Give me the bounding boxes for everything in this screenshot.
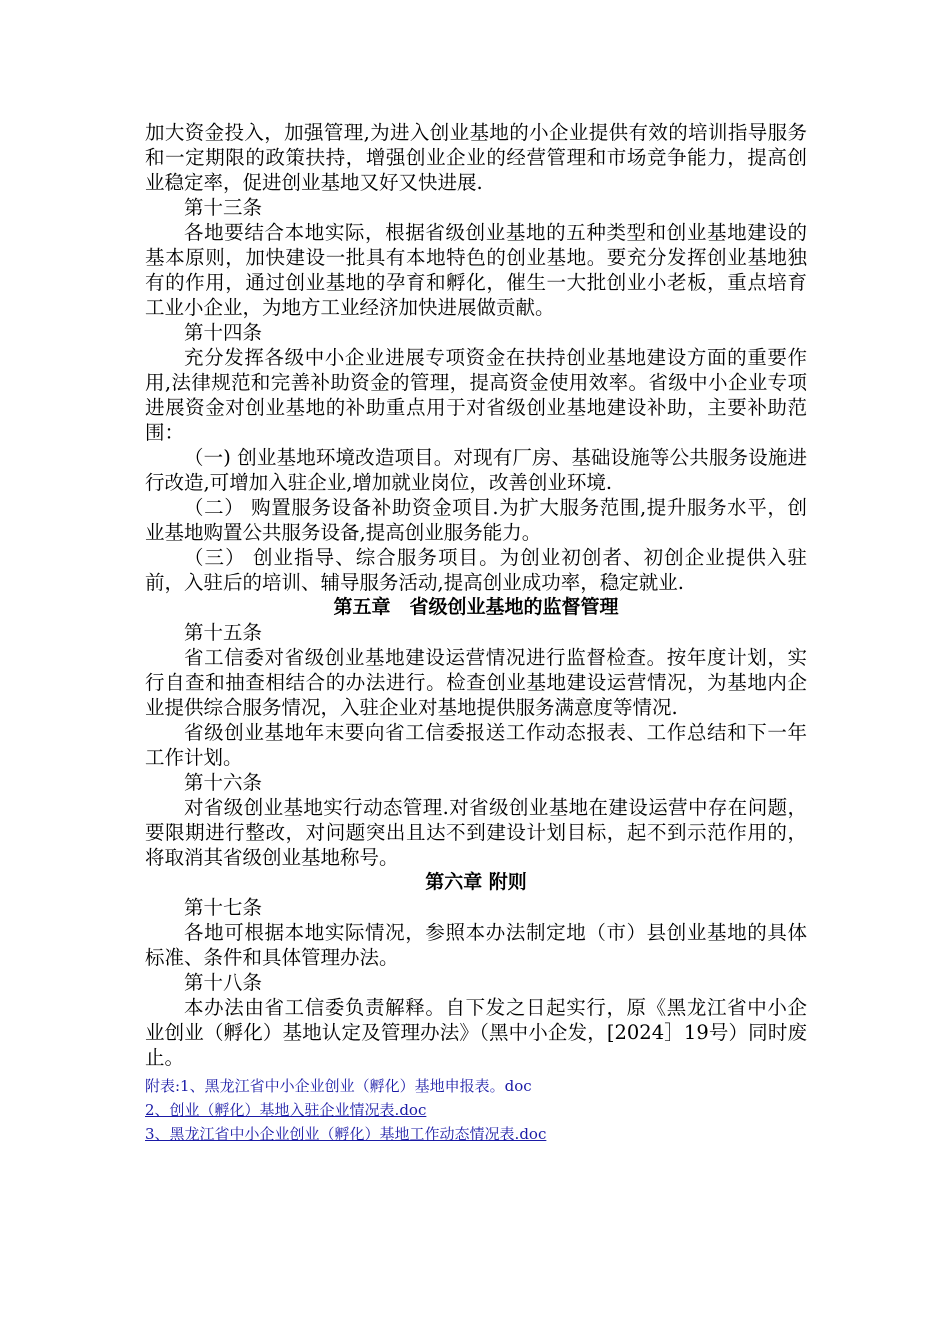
paragraph: 各地要结合本地实际，根据省级创业基地的五种类型和创业基地建设的基本原则，加快建设一批具有本地特色的创业基地。要充分发挥创业基地独有的作用，通过创业基地的孕育和孵化，催生一大批创业小老板，重点培育工业小企业，为地方工业经济加快进展做贡献。 xyxy=(145,221,807,319)
attachment-list xyxy=(145,1074,807,1146)
paragraph: 加大资金投入，加强管理,为进入创业基地的小企业提供有效的培训指导服务和一定期限的政策扶持，增强创业企业的经营管理和市场竞争能力，提高创业稳定率，促进创业基地又好又快进展. xyxy=(145,121,807,194)
attachment-link-3[interactable]: 3、黑龙江省中小企业创业（孵化）基地工作动态情况表.doc xyxy=(145,1125,547,1143)
paragraph: 充分发挥各级中小企业进展专项资金在扶持创业基地建设方面的重要作用,法律规范和完善补助资金的管理，提高资金使用效率。省级中小企业专项进展资金对创业基地的补助重点用于对省级创业基地建设补助，主要补助范围： xyxy=(145,346,807,444)
chapter-heading: 第五章 省级创业基地的监督管理 xyxy=(333,596,619,618)
article-number: 第十四条 xyxy=(184,321,263,344)
paragraph: （一) 创业基地环境改造项目。对现有厂房、基础设施等公共服务设施进行改造,可增加入驻企业,增加就业岗位，改善创业环境. xyxy=(145,446,807,494)
attachment-link-1[interactable]: 附表:1、黑龙江省中小企业创业（孵化）基地申报表。doc xyxy=(145,1077,532,1095)
chapter-heading: 第六章 附则 xyxy=(425,871,527,893)
paragraph: 省级创业基地年末要向省工信委报送工作动态报表、工作总结和下一年工作计划。 xyxy=(145,721,807,769)
attachment-link-2[interactable]: 2、创业（孵化）基地入驻企业情况表.doc xyxy=(145,1101,427,1119)
article-number: 第十六条 xyxy=(184,771,263,794)
document-body xyxy=(145,120,807,1070)
document-page xyxy=(145,120,807,1146)
article-number: 第十三条 xyxy=(184,196,263,219)
article-number: 第十五条 xyxy=(184,621,263,644)
paragraph: （三） 创业指导、综合服务项目。为创业初创者、初创企业提供入驻前，入驻后的培训、辅导服务活动,提高创业成功率，稳定就业. xyxy=(145,546,807,594)
article-number: 第十八条 xyxy=(184,971,263,994)
article-number: 第十七条 xyxy=(184,896,263,919)
paragraph: （二） 购置服务设备补助资金项目.为扩大服务范围,提升服务水平，创业基地购置公共服务设备,提高创业服务能力。 xyxy=(145,496,807,544)
paragraph: 各地可根据本地实际情况，参照本办法制定地（市）县创业基地的具体标准、条件和具体管理办法。 xyxy=(145,921,807,969)
paragraph: 对省级创业基地实行动态管理.对省级创业基地在建设运营中存在问题，要限期进行整改，对问题突出且达不到建设计划目标，起不到示范作用的，将取消其省级创业基地称号。 xyxy=(145,796,807,869)
paragraph: 本办法由省工信委负责解释。自下发之日起实行，原《黑龙江省中小企业创业（孵化）基地认定及管理办法》（黑中小企发，[2024］19号）同时废止。 xyxy=(145,996,807,1069)
paragraph: 省工信委对省级创业基地建设运营情况进行监督检查。按年度计划，实行自查和抽查相结合的办法进行。检查创业基地建设运营情况，为基地内企业提供综合服务情况，入驻企业对基地提供服务满意度等情况. xyxy=(145,646,807,719)
